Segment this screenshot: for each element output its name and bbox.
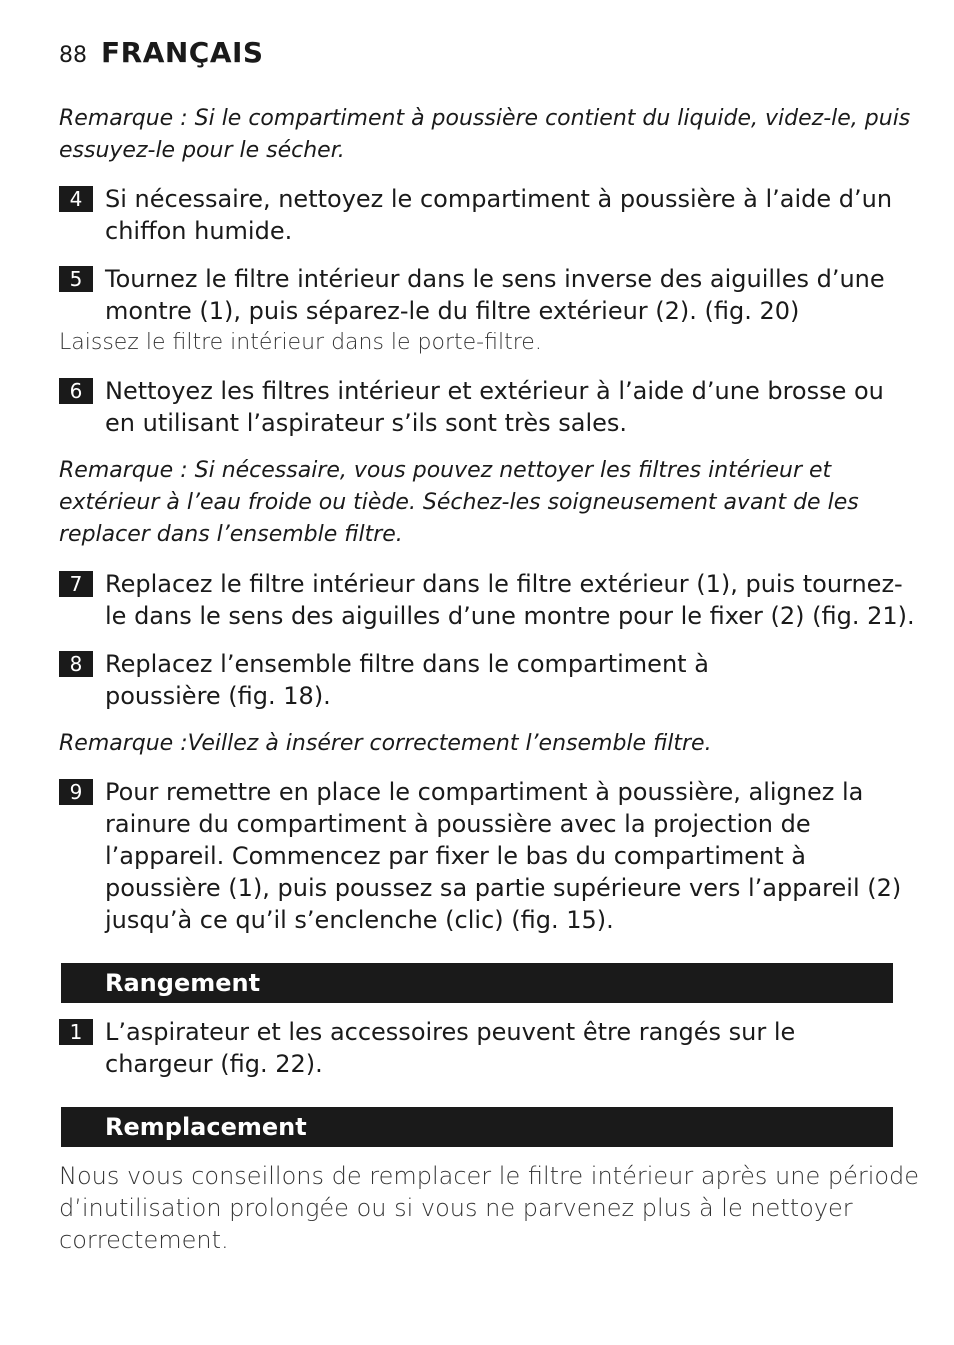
language-section-title: FRANÇAIS xyxy=(101,36,264,69)
filter-holder-instruction: Laissez le filtre intérieur dans le porte-filtre. xyxy=(59,330,542,355)
section-title: Rangement xyxy=(105,969,261,997)
step-number-badge: 6 xyxy=(59,378,93,404)
note-liquid: Remarque : Si le compartiment à poussière contient du liquide, videz-le, puis essuyez-le pour le sécher. xyxy=(59,106,911,163)
section-header-remplacement xyxy=(61,1107,893,1147)
step-number-badge: 1 xyxy=(59,1019,93,1045)
section-header-rangement xyxy=(61,963,893,1003)
step-7: 7 Replacez le filtre intérieur dans le filtre extérieur (1), puis tournez- le dans le sens des aiguilles d’une montre pour le fixer (2) (fig. 21). xyxy=(59,568,899,632)
page-number: 88 xyxy=(59,43,87,68)
step-5: 5 Tournez le filtre intérieur dans le sens inverse des aiguilles d’une montre (1), puis séparez-le du filtre extérieur (2). (fig. 20) xyxy=(59,263,899,327)
step-number-badge: 8 xyxy=(59,651,93,677)
step-6: 6 Nettoyez les filtres intérieur et extérieur à l’aide d’une brosse ou en utilisant l’aspirateur s’ils sont très sales. xyxy=(59,375,899,439)
step-number-badge: 4 xyxy=(59,186,93,212)
step-number-badge: 7 xyxy=(59,571,93,597)
replacement-paragraph: Nous vous conseillons de remplacer le filtre intérieur après une période d’inutilisation prolongée ou si vous ne parvenez plus à le nettoyer correctement. xyxy=(59,1162,920,1254)
step-8: 8 Replacez l’ensemble filtre dans le compartiment à poussière (fig. 18). xyxy=(59,648,899,712)
step-number-badge: 9 xyxy=(59,779,93,805)
step-4: 4 Si nécessaire, nettoyez le compartiment à poussière à l’aide d’un chiffon humide. xyxy=(59,183,899,247)
step-9: 9 Pour remettre en place le compartiment à poussière, alignez la rainure du compartiment à poussière avec la projection de l’appareil. Commencez par fixer le bas du compartiment à poussière (1), puis poussez sa partie supérieure vers l’appareil (2) jusqu’à ce qu’il s’enclenche (clic) (fig. 15). xyxy=(59,776,899,936)
note-insert-filter: Remarque :Veillez à insérer correctement l’ensemble filtre. xyxy=(59,731,712,756)
page-header xyxy=(59,36,264,72)
storage-step-1: 1 L’aspirateur et les accessoires peuvent être rangés sur le chargeur (fig. 22). xyxy=(59,1016,899,1080)
step-number-badge: 5 xyxy=(59,266,93,292)
section-title: Remplacement xyxy=(105,1113,307,1141)
note-washing-filters: Remarque : Si nécessaire, vous pouvez nettoyer les filtres intérieur et extérieur à l’eau froide ou tiède. Séchez-les soigneusement avant de les replacer dans l’ensemble filtre. xyxy=(59,458,859,547)
